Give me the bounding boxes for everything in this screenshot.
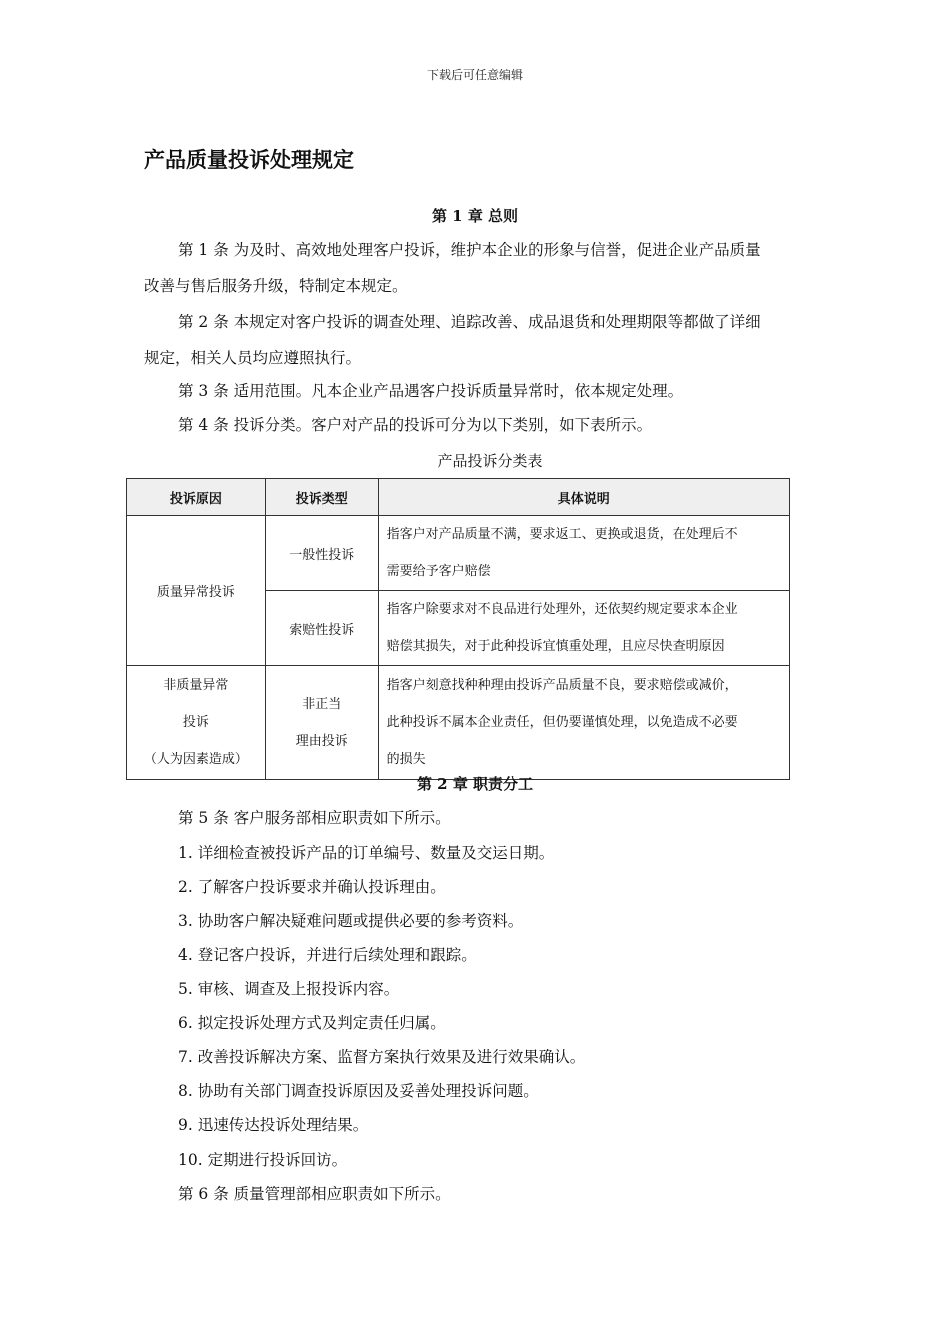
article-4: 第 4 条 投诉分类。客户对产品的投诉可分为以下类别，如下表所示。 bbox=[178, 416, 653, 434]
description-line: 赔偿其损失，对于此种投诉宜慎重处理，且应尽快查明原因 bbox=[386, 639, 725, 654]
description-line: 的损失 bbox=[386, 752, 426, 767]
article-6: 第 6 条 质量管理部相应职责如下所示。 bbox=[178, 1185, 451, 1203]
article-2-line-2: 规定，相关人员均应遵照执行。 bbox=[144, 349, 362, 367]
column-header-type: 投诉类型 bbox=[265, 479, 378, 516]
table-header-row bbox=[127, 479, 790, 516]
list-item: 1. 详细检查被投诉产品的订单编号、数量及交运日期。 bbox=[178, 844, 555, 862]
description-line: 指客户对产品质量不满，要求返工、更换或退货，在处理后不 bbox=[386, 527, 738, 542]
description-line: 此种投诉不属本企业责任，但仍要谨慎处理，以免造成不必要 bbox=[386, 715, 738, 730]
list-item: 7. 改善投诉解决方案、监督方案执行效果及进行效果确认。 bbox=[178, 1048, 586, 1066]
list-item: 8. 协助有关部门调查投诉原因及妥善处理投诉问题。 bbox=[178, 1082, 539, 1100]
list-item: 10. 定期进行投诉回访。 bbox=[178, 1151, 348, 1169]
type-cell: 索赔性投诉 bbox=[265, 591, 378, 666]
type-cell bbox=[265, 666, 378, 780]
chapter-2-heading: 第 2 章 职责分工 bbox=[416, 775, 534, 793]
document-title: 产品质量投诉处理规定 bbox=[144, 148, 354, 172]
page-header: 下载后可任意编辑 bbox=[426, 68, 523, 82]
article-3: 第 3 条 适用范围。凡本企业产品遇客户投诉质量异常时，依本规定处理。 bbox=[178, 382, 684, 400]
reason-cell: 质量异常投诉 bbox=[127, 516, 266, 666]
list-item: 3. 协助客户解决疑难问题或提供必要的参考资料。 bbox=[178, 912, 524, 930]
description-cell bbox=[378, 666, 789, 780]
description-line: 需要给予客户赔偿 bbox=[386, 564, 491, 579]
reason-line: 非质量异常 bbox=[163, 678, 229, 693]
list-item: 4. 登记客户投诉，并进行后续处理和跟踪。 bbox=[178, 946, 477, 964]
article-1-line-2: 改善与售后服务升级，特制定本规定。 bbox=[144, 277, 408, 295]
list-item: 9. 迅速传达投诉处理结果。 bbox=[178, 1116, 369, 1134]
article-5: 第 5 条 客户服务部相应职责如下所示。 bbox=[178, 809, 451, 827]
article-1-line-1: 第 1 条 为及时、高效地处理客户投诉，维护本企业的形象与信誉，促进企业产品质量 bbox=[178, 241, 761, 259]
reason-cell bbox=[127, 666, 266, 780]
description-cell bbox=[378, 591, 789, 666]
description-line: 指客户刻意找种种理由投诉产品质量不良，要求赔偿或减价， bbox=[386, 678, 738, 693]
type-line: 理由投诉 bbox=[295, 733, 348, 749]
type-cell: 一般性投诉 bbox=[265, 516, 378, 591]
reason-line: （人为因素造成） bbox=[143, 752, 248, 767]
table-row bbox=[127, 516, 790, 591]
article-2-line-1: 第 2 条 本规定对客户投诉的调查处理、追踪改善、成品退货和处理期限等都做了详细 bbox=[178, 313, 761, 331]
reason-line: 投诉 bbox=[182, 715, 209, 730]
chapter-1-heading: 第 1 章 总则 bbox=[431, 207, 519, 225]
table-row bbox=[127, 666, 790, 780]
column-header-description: 具体说明 bbox=[378, 479, 789, 516]
table-caption: 产品投诉分类表 bbox=[437, 452, 543, 470]
list-item: 6. 拟定投诉处理方式及判定责任归属。 bbox=[178, 1014, 446, 1032]
list-item: 2. 了解客户投诉要求并确认投诉理由。 bbox=[178, 878, 446, 896]
type-line: 非正当 bbox=[302, 696, 342, 712]
list-item: 5. 审核、调查及上报投诉内容。 bbox=[178, 980, 400, 998]
description-cell bbox=[378, 516, 789, 591]
description-line: 指客户除要求对不良品进行处理外，还依契约规定要求本企业 bbox=[386, 602, 738, 617]
complaint-classification-table bbox=[126, 478, 790, 780]
column-header-reason: 投诉原因 bbox=[127, 479, 266, 516]
